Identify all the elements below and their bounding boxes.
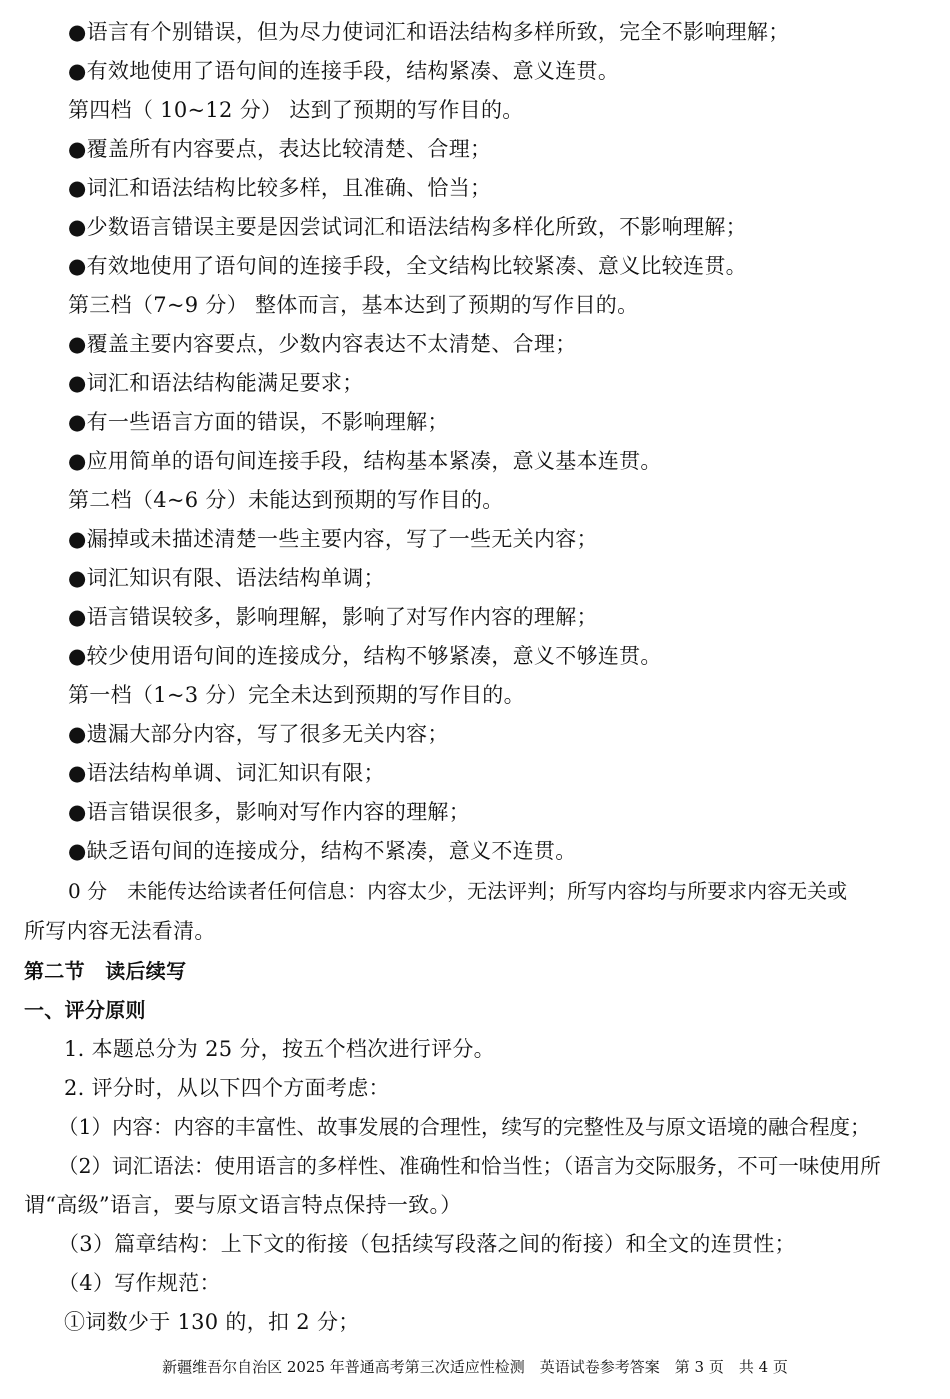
rubric-line: ●语言错误较多，影响理解，影响了对写作内容的理解； xyxy=(68,605,598,629)
grade-heading: 第三档（7~9 分） 整体而言，基本达到了预期的写作目的。 xyxy=(68,293,639,317)
principle-item: ①词数少于 130 的，扣 2 分； xyxy=(64,1310,360,1334)
grade-heading: 第二档（4~6 分）未能达到预期的写作目的。 xyxy=(68,488,504,512)
rubric-line: ●词汇和语法结构比较多样，且准确、恰当； xyxy=(68,176,492,200)
rubric-line: ●有一些语言方面的错误，不影响理解； xyxy=(68,410,449,434)
rubric-line: ●覆盖所有内容要点，表达比较清楚、合理； xyxy=(68,137,492,161)
zero-score-line: 0 分 未能传达给读者任何信息：内容太少，无法评判；所写内容均与所要求内容无关或 xyxy=(68,879,848,903)
principle-item: （2）词汇语法：使用语言的多样性、准确性和恰当性；（语言为交际服务，不可一味使用所 xyxy=(58,1154,881,1178)
principle-item: 2. 评分时，从以下四个方面考虑： xyxy=(64,1076,390,1100)
rubric-line: ●有效地使用了语句间的连接手段，全文结构比较紧凑、意义比较连贯。 xyxy=(68,254,747,278)
rubric-line: ●语言错误很多，影响对写作内容的理解； xyxy=(68,800,471,824)
rubric-line: ●漏掉或未描述清楚一些主要内容，写了一些无关内容； xyxy=(68,527,598,551)
principle-item: （4）写作规范： xyxy=(58,1271,221,1295)
rubric-line: ●词汇知识有限、语法结构单调； xyxy=(68,566,385,590)
section-title: 第二节 读后续写 xyxy=(24,959,187,983)
principle-item-cont: 谓“高级”语言，要与原文语言特点保持一致。） xyxy=(24,1193,462,1217)
principle-item: （1）内容：内容的丰富性、故事发展的合理性，续写的完整性及与原文语境的融合程度； xyxy=(58,1115,871,1139)
section-subtitle: 一、评分原则 xyxy=(24,998,146,1022)
rubric-line: ●遗漏大部分内容，写了很多无关内容； xyxy=(68,722,449,746)
rubric-line: ●缺乏语句间的连接成分，结构不紧凑，意义不连贯。 xyxy=(68,839,577,863)
grade-heading: 第一档（1~3 分）完全未达到预期的写作目的。 xyxy=(68,683,525,707)
rubric-line: ●语言有个别错误，但为尽力使词汇和语法结构多样所致，完全不影响理解； xyxy=(68,20,790,44)
rubric-line: ●覆盖主要内容要点，少数内容表达不太清楚、合理； xyxy=(68,332,577,356)
rubric-line: ●语法结构单调、词汇知识有限； xyxy=(68,761,385,785)
zero-score-line-cont: 所写内容无法看清。 xyxy=(24,919,216,943)
principle-item: 1. 本题总分为 25 分，按五个档次进行评分。 xyxy=(64,1037,495,1061)
page-footer: 新疆维吾尔自治区 2025 年普通高考第三次适应性检测 英语试卷参考答案 第 3 页 共 4 页 xyxy=(162,1358,788,1376)
principle-item: （3）篇章结构：上下文的衔接（包括续写段落之间的衔接）和全文的连贯性； xyxy=(58,1232,796,1256)
rubric-line: ●较少使用语句间的连接成分，结构不够紧凑，意义不够连贯。 xyxy=(68,644,662,668)
rubric-line: ●有效地使用了语句间的连接手段，结构紧凑、意义连贯。 xyxy=(68,59,620,83)
rubric-line: ●词汇和语法结构能满足要求； xyxy=(68,371,364,395)
rubric-line: ●应用简单的语句间连接手段，结构基本紧凑，意义基本连贯。 xyxy=(68,449,662,473)
rubric-line: ●少数语言错误主要是因尝试词汇和语法结构多样化所致，不影响理解； xyxy=(68,215,747,239)
grade-heading: 第四档（ 10~12 分） 达到了预期的写作目的。 xyxy=(68,98,524,122)
